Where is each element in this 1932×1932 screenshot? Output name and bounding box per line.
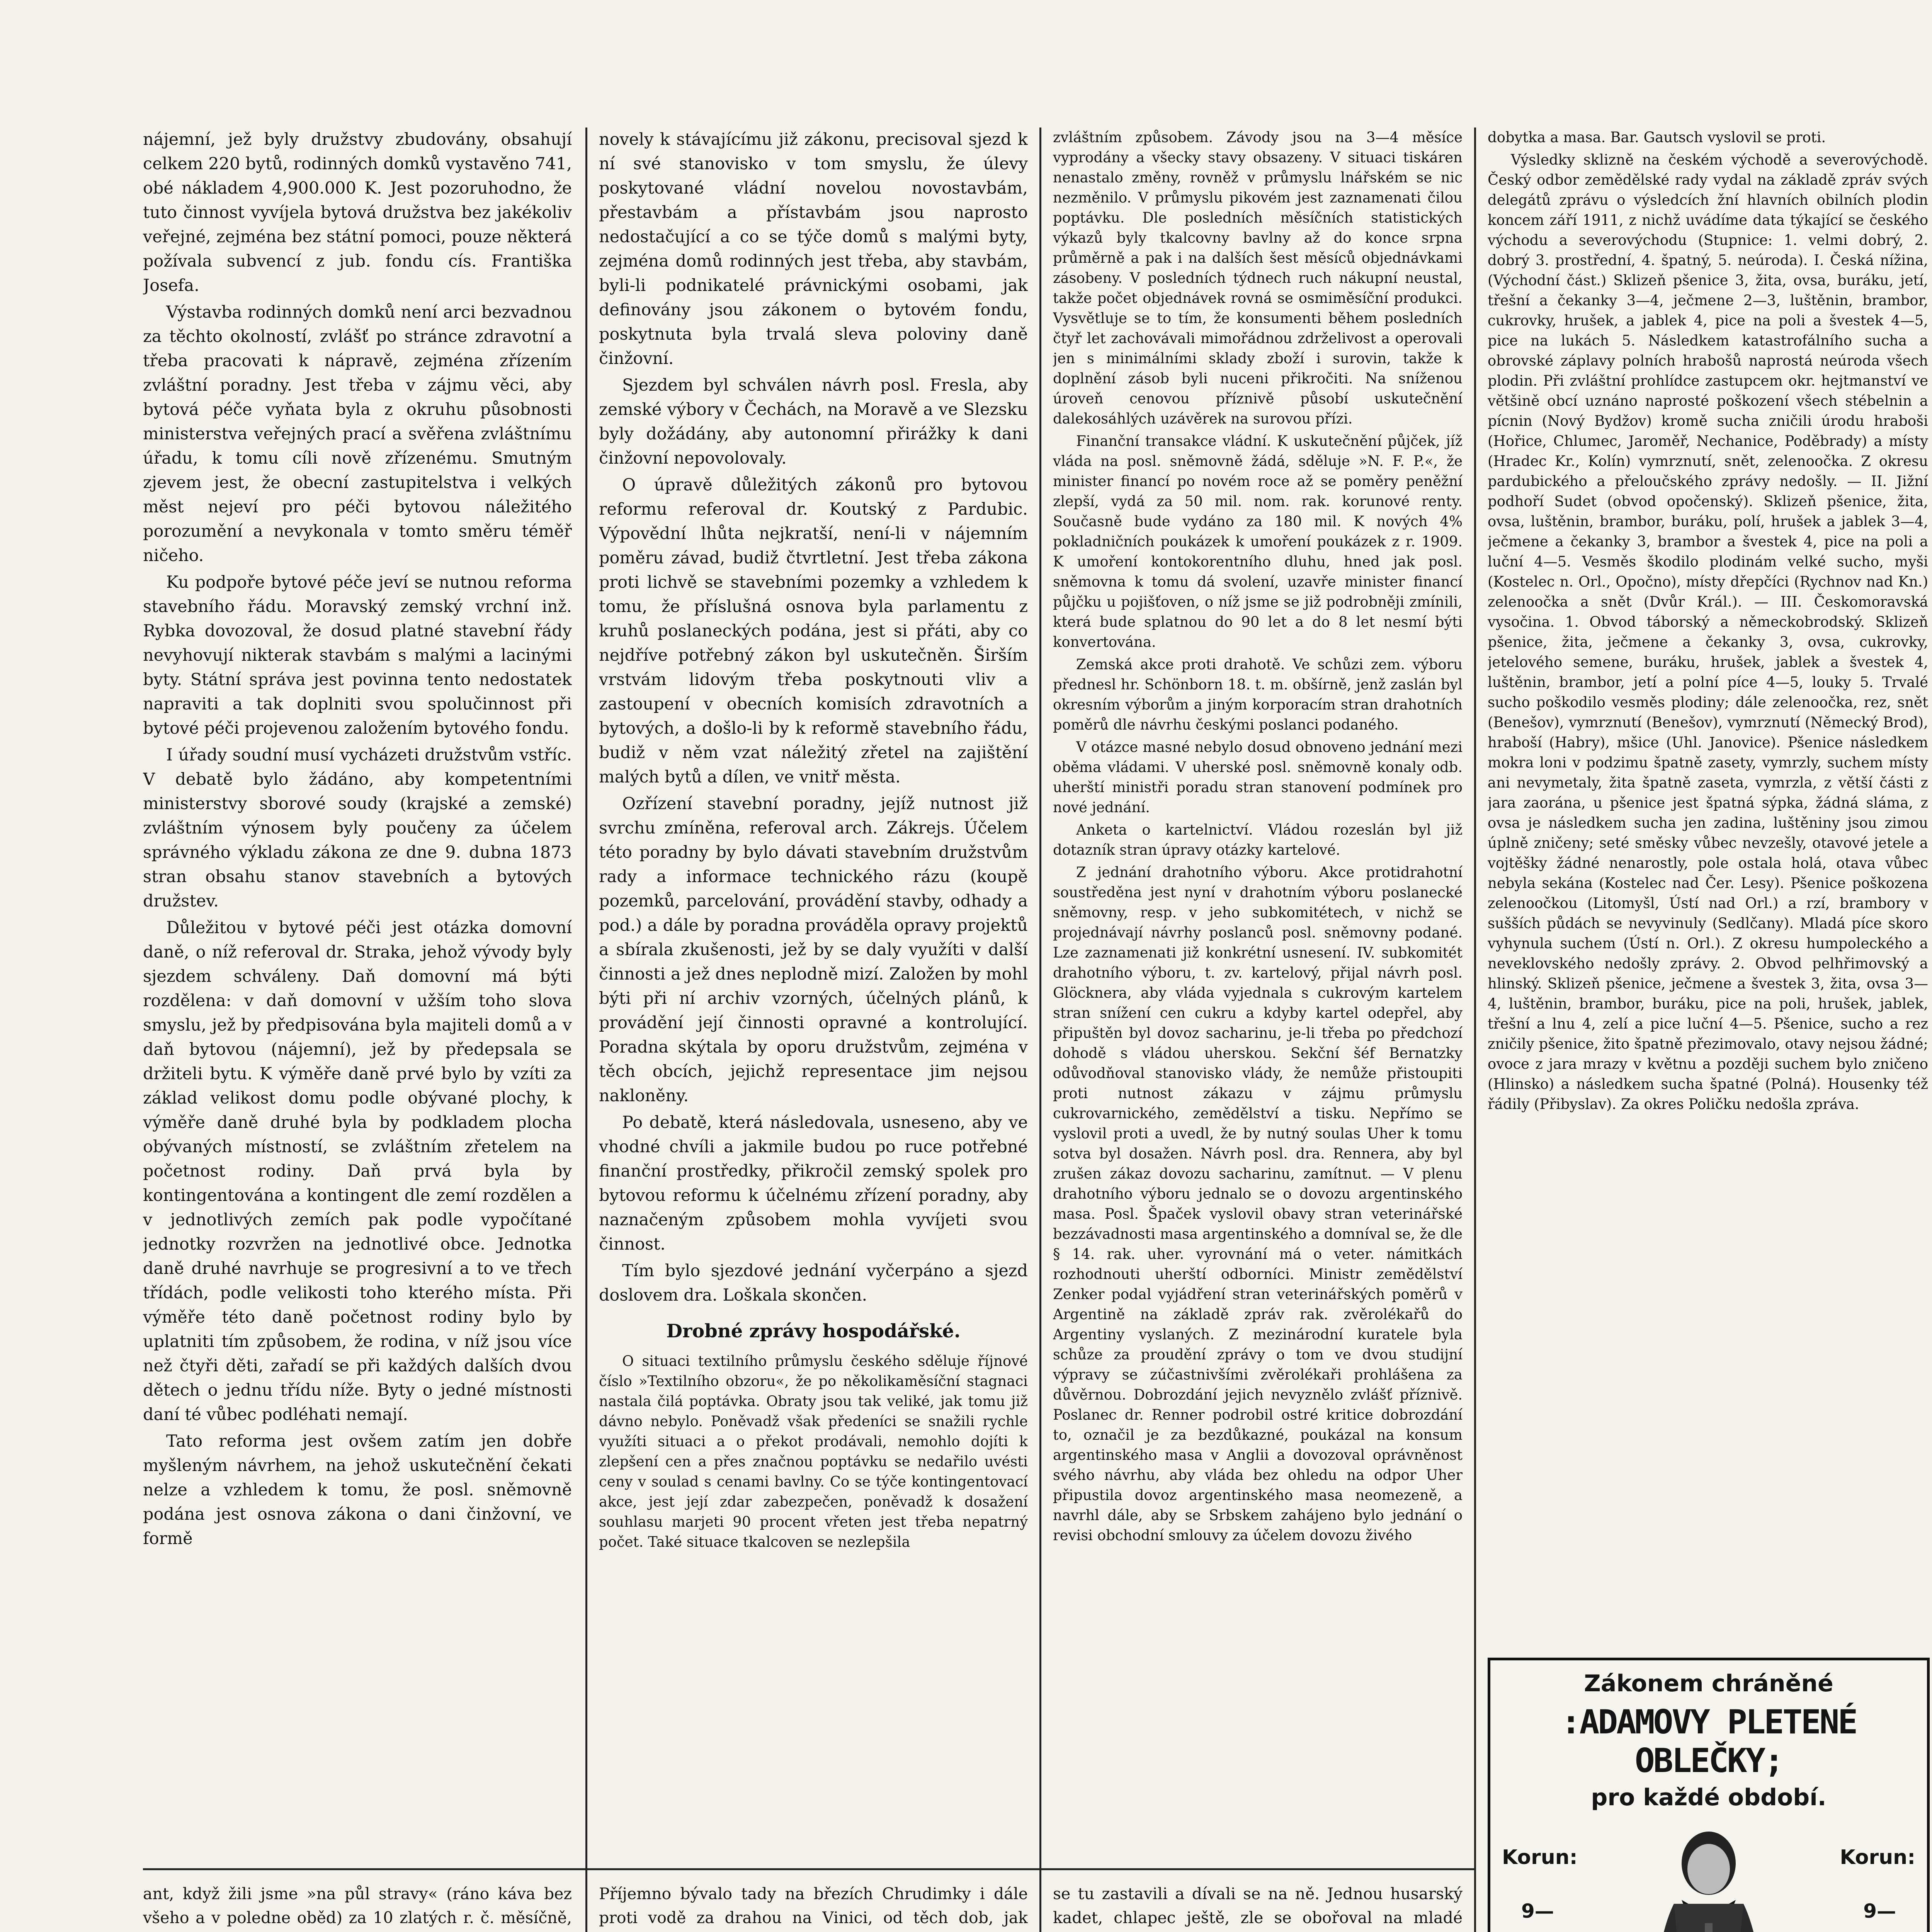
paragraph: Ozřízení stavební poradny, jejíž nutnost již svrchu zmíněna, referoval arch. Zákrejs. Účelem této poradny by bylo dávati stavebním družstvům rady a informace technického rázu (koupě pozemků, parcelování, provádění stavby, odhady a pod.) a dále by poradna prováděla opravy projektů a sbírala zkušenosti, jež by se daly využíti v další činnosti a jež dnes neplodně mizí. Založen by mohl býti při ní archiv vzorných, účelných plánů, k provádění její činnosti opravné a kontrolující. Poradna skýtala by oporu družstvům, zejména v těch obcích, jejichž representace jim nejsou nakloněny. [599,794,1028,1105]
paragraph: Tím bylo sjezdové jednání vyčerpáno a sjezd doslovem dra. Loškala skončen. [599,1261,1028,1305]
boy-in-knit-suit-illustration [1608,1827,1809,1932]
paragraph: Zemská akce proti drahotě. Ve schůzi zem. výboru přednesl hr. Schönborn 18. t. m. obšírně, jenž zaslán byl okresním výborům a jiným korporacím stran drahotních poměrů dle návrhu českými poslanci podaného. [1053,656,1463,733]
paragraph: Finanční transakce vládní. K uskutečnění půjček, jíž vláda na posl. sněmovně žádá, sděluje »N. F. P.«, že minister financí po novém roce až se poměry peněžní zlepší, vydá za 50 mil. nom. rak. korunové renty. Současně bude vydáno za 180 mil. K nových 4% pokladničních poukázek k umoření poukázek z r. 1909. K umoření kontokorentního dluhu, hned jak posl. sněmovna k tomu dá svolení, uzavře minister financí půjčku u pojišťoven, o níž jsme se již podrobněji zmínili, která bude splatnou do 90 let a do 8 let nesmí býti konvertována. [1053,433,1463,650]
advertisement [1488,1658,1930,1932]
ad-line: Zákonem chráněné [1584,1670,1833,1697]
column-rule [1474,128,1476,1932]
column-2 [599,128,1028,1859]
ad-line: pro každé období. [1591,1784,1827,1811]
ad-price-label: Korun: [1502,1846,1578,1869]
paragraph: novely k stávajícímu již zákonu, precisoval sjezd k ní své stanovisko v tom smyslu, že úlevy poskytované vládní novelou novostavbám, přestavbám a přístavbám jsou naprosto nedostačující a co se týče domů s malými byty, zejména domů rodinných jest třeba, aby stavbám, byli-li podnikatelé právnickými osobami, jak definovány jsou zákonem o bytovém fondu, poskytnuta byla trvalá sleva poloviny daně činžovní. [599,130,1028,368]
column-rule [585,128,587,1932]
paragraph: dobytka a masa. Bar. Gautsch vyslovil se proti. [1488,129,1826,146]
ad-price-label: Korun: [1840,1846,1915,1869]
paragraph: Ku podpoře bytové péče jeví se nutnou reforma stavebního řádu. Moravský zemský vrchní inž. Rybka dovozoval, že dosud platné stavební řády nevyhovují nikterak stavbám s malými a lacinými byty. Státní správa jest povinna tento nedostatek napraviti a tak doplniti svou spolučinnost při bytové péči projevenou založením bytového fondu. [143,573,572,738]
paragraph: se tu zastavili a dívali se na ně. Jednou husarský kadet, chlapec ještě, zle se obořoval na mladé [1053,1884,1463,1927]
paragraph: Příjemno bývalo tady na březích Chrudimky i dále proti vodě za drahou na Vinici, od těch dob, jak [599,1884,1028,1927]
paragraph: nájemní, jež byly družstvy zbudovány, obsahují celkem 220 bytů, rodinných domků vystavěno 741, obé nákladem 4,900.000 K. Jest pozoruhodno, že tuto činnost vyvíjela bytová družstva bez jakékoliv veřejné, zejména bez státní pomoci, pouze některá požívala subvencí z jub. fondu cís. Františka Josefa. [143,130,572,295]
column-4 [1488,128,1928,1634]
paragraph: O úpravě důležitých zákonů pro bytovou reformu referoval dr. Koutský z Pardubic. Výpovědní lhůta nejkratší, není-li v nájemním poměru závad, budiž čtvrtletní. Jest třeba zákona proti lichvě se stavebními pozemky a vzhledem k tomu, že příslušná osnova byla parlamentu z kruhů poslaneckých podána, jest si přáti, aby co nejdříve potřebný zákon byl uskutečněn. Širším vrstvám lidovým třeba poskytnouti vliv a zastoupení v obecních komisích zdravotních a bytových, a došlo-li by k reformě stavebního řádu, budiž v něm vzat náležitý zřetel na zajištění malých bytů a dílen, ve vnitř města. [599,475,1028,787]
paragraph: Výstavba rodinných domků není arci bezvadnou za těchto okolností, zvlášť po stránce zdravotní a třeba pracovati k nápravě, zejména zřízením zvláštní poradny. Jest třeba v zájmu věci, aby bytová péče vyňata byla z okruhu působnosti ministerstva veřejných prací a svěřena zvláštnímu úřadu, k tomu cíli nově zřízenému. Smutným zjevem jest, že obecní zastupitelstva i velkých měst nejeví pro péči bytovou náležitého porozumění a nevykonala v tomto směru téměř ničeho. [143,303,572,565]
ad-headline: :ADAMOVY PLETENÉ OBLEČKY; [1561,1703,1857,1780]
paragraph: zvláštním způsobem. Závody jsou na 3—4 měsíce vyprodány a všecky stavy obsazeny. V situaci tiskáren nenastalo změny, rovněž v průmyslu lnářském se nic nezměnilo. V průmyslu pikovém jest zaznamenati čilou poptávku. Dle posledních měsíčních statistických výkazů byly tkalcovny bavlny až do konce srpna průměrně a pak i na dalších šest měsíců objednávkami zásobeny. V posledních týdnech ruch nákupní neustal, takže počet objednávek rovná se osmiměsíční produkci. Vysvětluje se to tím, že konsumenti během posledních čtyř let zachovávali mimořádnou zdrželivost a operovali jen s minimálními sklady zboží i surovin, takže k doplnění zásob byli nuceni přikročiti. Na sníženou úroveň cenovou příznivě působí uskutečnění dalekosáhlých uzávěrek na surovou přízi. [1053,129,1463,427]
paragraph: Anketa o kartelnictví. Vládou rozeslán byl již dotazník stran úpravy otázky kartelové. [1053,821,1463,858]
feuilleton-column-3 [1053,1882,1463,1932]
paragraph: Důležitou v bytové péči jest otázka domovní daně, o níž referoval dr. Straka, jehož vývody byly sjezdem schváleny. Daň domovní má býti rozdělena: v daň domovní v užším toho slova smyslu, jež by předpisována byla majiteli domů a v daň bytovou (nájemní), jež by předepsala se držiteli bytu. K výměře daně prvé bylo by vzíti za základ velikost domu podle obývané plochy, k výměře daně druhé byla by podkladem plocha obývaných místností, se zvláštním zřetelem na početnost rodiny. Daň prvá byla by kontingentována a kontingent dle zemí rozdělen a v jednotlivých zemích pak podle vypočítané jednotky rozvržen na jednotlivé obce. Jednotka daně druhé navrhuje se progresivní a to ve třech třídách, podle velikosti toho kterého místa. Při výměře této daně početnost rodiny bylo by uplatniti tím způsobem, že rodina, v níž jsou více než čtyři děti, zařadí se při každých dalších dvou dětech o jednu třídu níže. Byty o jedné místnosti daní té vůbec podléhati nemají. [143,918,572,1424]
feuilleton-column-1 [143,1882,572,1932]
paragraph: ant, když žili jsme »na půl stravy« (ráno káva bez všeho a v poledne oběd) za 10 zlatých r. č. měsíčně, [143,1884,572,1927]
section-heading: Drobné zprávy hospodářské. [666,1320,961,1342]
paragraph: O situaci textilního průmyslu českého sděluje říjnové číslo »Textilního obzoru«, že po několikaměsíční stagnaci nastala čilá poptávka. Obraty jsou tak veliké, jak tomu již dávno nebylo. Poněvadž však předeníci se snažili rychle využíti situaci a o překot prodávali, nemohlo dojíti k zlepšení cen a přes značnou poptávku se nedařilo uvésti ceny v soulad s cenami bavlny. Co se týče kontingentovací akce, jest její zdar zabezpečen, poněvadž k dosažení souhlasu marjeti 90 procent vřeten jest třeba nepatrný počet. Také situace tkalcoven se nezlepšila [599,1353,1028,1550]
paragraph: V otázce masné nebylo dosud obnoveno jednání mezi oběma vládami. V uherské posl. sněmovně konaly odb. uherští ministři poradu stran stanovení podmínek pro nové jednání. [1053,739,1463,816]
column-3 [1053,128,1463,1859]
paragraph: I úřady soudní musí vycházeti družstvům vstříc. V debatě bylo žádáno, aby kompetentními ministerstvy sborové soudy (krajské a zemské) zvláštním výnosem byly poučeny za účelem správného výkladu zákona ze dne 9. dubna 1873 stran obsahu stanov stavebních a bytových družstev. [143,745,572,911]
column-rule [1039,128,1041,1932]
paragraph: Po debatě, která následovala, usneseno, aby ve vhodné chvíli a jakmile budou po ruce potřebné finanční prostředky, přikročil zemský spolek pro bytovou reformu k účelnému zřízení poradny, aby naznačeným způsobem mohla vyvíjeti svou činnost. [599,1113,1028,1254]
ad-price: 9— [1863,1900,1896,1922]
feuilleton-column-2 [599,1882,1028,1932]
paragraph: Sjezdem byl schválen návrh posl. Fresla, aby zemské výbory v Čechách, na Moravě a ve Slezsku byly dožádány, aby autonomní přirážky k dani činžovní nepovolovaly. [599,376,1028,468]
column-1 [143,128,572,1859]
paragraph: Z jednání drahotního výboru. Akce protidrahotní soustředěna jest nyní v drahotním výboru poslanecké sněmovny, resp. v jeho subkomitétech, v nichž se projednávají návrhy poslanců posl. sněmovny podané. Lze zaznamenati již konkrétní usnesení. IV. subkomitét drahotního výboru, t. zv. kartelový, přijal návrh posl. Glöcknera, aby vláda vyjednala s cukrovým kartelem stran snížení cen cukru a kdyby kartel odepřel, aby připuštěn byl dovoz sacharinu, je-li třeba po předchozí dohodě s vládou uherskou. Sekční šéf Bernatzky odůvodňoval stanovisko vlády, že nemůže přistoupiti proti nutnost zákazu v zájmu průmyslu cukrovarnického, zemědělství a tisku. Nepřímo se vyslovil proti a uvedl, že by nutný soulas Uher k tomu sotva byl dosažen. Návrh posl. dra. Rennera, aby byl zrušen zákaz dovozu sacharinu, zamítnut. — V plenu drahotního výboru jednalo se o dovozu argentinského masa. Posl. Špaček vyslovil obavy stran veterinářské bezzávadnosti masa argentinského a domníval se, že dle § 14. rak. uher. vyrovnání má o veter. námitkách rozhodnouti uherští odborníci. Ministr zemědělství Zenker podal vyjádření stran veterinářských poměrů v Argentině na základě zpráv rak. zvěrolékařů do Argentiny vyslaných. Z mezinárodní kuratele byla schůze za proudění zprávy o tom ve dvou studijní výpravy se zúčastnivšími zvěrolékaři prohlášena za důvěrnou. Dobrozdání jejich nevyznělo zvlášť příznivě. Poslanec dr. Renner podrobil ostré kritice dobrozdání to, označil je za bezdůkazné, poukázal na konsum argentinského masa v Anglii a dovozoval oprávněnost svého návrhu, aby vláda bez ohledu na odpor Uher připustila dovoz argentinského masa neomezeně, a navrhl dále, aby se Srbskem zahájeno bylo jednání o revisi obchodní smlouvy za účelem dovozu živého [1053,864,1463,1544]
paragraph: Výsledky sklizně na českém východě a severovýchodě. Český odbor zemědělské rady vydal na základě zpráv svých delegátů zprávu o výsledcích žní hlavních obilních plodin koncem září 1911, z nichž uvádíme data týkající se českého východu a severovýchodu (Stupnice: 1. velmi dobrý, 2. dobrý 3. prostřední, 4. špatný, 5. neúroda). I. Česká nížina, (Východní část.) Sklizeň pšenice 3, žita, ovsa, buráku, jetí, třešní a čekanky 3—4, ječmene 2—3, luštěnin, brambor, cukrovky, hrušek, a jablek 4, pice na poli a švestek 4—5, pice na lukách 5. Následkem katastrofálního sucha a obrovské záplavy polních hrabošů naprostá neúroda všech plodin. Při zvláštní prohlídce zastupcem okr. hejtmanství ve většině obcí uznáno naprosté poškození všech stébelnin a pícnin (Nový Bydžov) kromě sucha zničili úrodu hraboši (Hořice, Chlumec, Jaroměř, Nechanice, Poděbrady) a místy (Hradec Kr., Kolín) vymrznutí, snět, zelenoočka. Z okresu pardubického a přeloučského zprávy nedošly. — II. Jižní podhoří Sudet (obvod opočenský). Sklizeň pšenice, žita, ovsa, luštěnin, brambor, buráku, polí, hrušek a jablek 3—4, ječmene a čekanky 3, brambor a švestek 4, pice na poli a luční 4—5. Vesměs škodilo plodinám velké sucho, myši (Kostelec n. Orl., Opočno), místy dřepčíci (Rychnov nad Kn.) zelenoočka a snět (Dvůr Král.). — III. Českomoravská vysočina. 1. Obvod táborský a německobrodský. Sklizeň pšenice, žita, ječmene a čekanky 3, ovsa, cukrovky, jetelového semene, buráku, hrušek, jablek a švestek 4, luštěnin, brambor, jetí a polní píce 4—5, louky 5. Trvalé sucho poškodilo vesměs plodiny; dále zelenoočka, rez, snět (Benešov), vymrznutí (Benešov), vymrznutí (Německý Brod), hraboší (Habry), mšice (Uhl. Janovice). Pšenice následkem mokra loni v podzimu špatně zasety, vymrzly, suchem místy ani nevymetaly, žita špatně zaseta, vymrzla, z větší části z jara zaorána, u pšenice jest špatná sýpka, žádná sláma, z ovsa je následkem sucha jen zadina, luštěniny jsou zimou úplně zničeny; seté směsky vůbec nevzešly, otavové jetele a vojtěšky žádné nenarostly, pole ostala holá, otava vůbec nebyla sekána (Kostelec nad Čer. Lesy). Pšenice poškozena zelenoočkou (Litomyšl, Ústí nad Orl.) a rzí, brambory v sušších půdách se nevyvinuly (Sedlčany). Mladá píce skoro vyhynula suchem (Ústí n. Orl.). Z okresu humpoleckého a neveklovského nedošly zprávy. 2. Obvod pelhřimovský a hlinský. Sklizeň pšenice, ječmene a švestek 3, žita, ovsa 3—4, luštěnin, brambor, buráku, pice na poli, hrušek, jablek, třešní a lnu 4, zelí a pice luční 4—5. Pšenice, sucho a rez zničily pšenice, žito špatně přezimovalo, otavy nejsou žádné; ovoce z jara mrazy v květnu a později suchem bylo zničeno (Hlinsko) a následkem sucha špatné (Polná). Housenky též řádily (Přibyslav). Za okres Poličku nedošla zpráva. [1488,151,1928,1112]
section-rule [143,1868,1474,1870]
ad-price: 9— [1521,1900,1554,1922]
paragraph: Tato reforma jest ovšem zatím jen dobře myšleným návrhem, na jehož uskutečnění čekati nelze a vzhledem k tomu, že posl. sněmovně podána jest osnova zákona o dani činžovní, ve formě [143,1432,572,1548]
newspaper-page [143,128,1932,1932]
